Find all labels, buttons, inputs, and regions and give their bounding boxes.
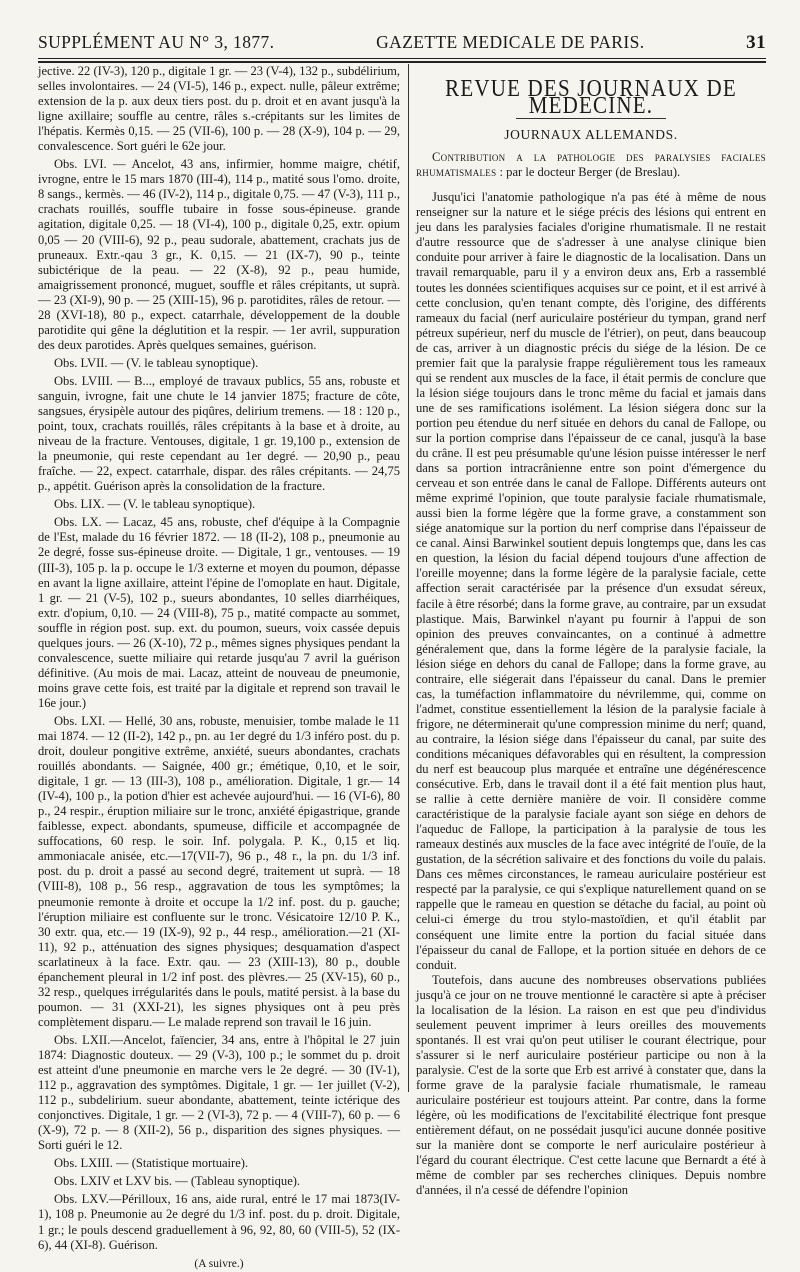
section-title: REVUE DES JOURNAUX DE MEDECINE.: [445, 73, 737, 119]
header-rule-thick: [38, 61, 766, 63]
article-title: [416, 150, 766, 180]
left-column: [38, 64, 400, 1270]
observation-lxiii: Obs. LXIII. — (Statistique mortuaire).: [54, 1156, 249, 1171]
observation-lxi: Obs. LXI. — Hellé, 30 ans, robuste, menuisier, tombe malade le 11 mai 1874. — 12 (II-2), 142 p., pn. au 1er degré du 1/3 inféro post. du p. droit, douleur pongitive extrême, anxiété, sueurs abondantes, crachats rouillés abondants. — Saignée, 400 gr.; émétique, 0,10, et le soir, digitale, 1 gr. — 13 (III-3), 108 p., amélioration. Digitale, 1 gr.— 14 (IV-4), 100 p., la potion d'hier est achevée aujourd'hui. — 16 (VI-6), 80 p., 24 respir., éruption miliaire sur le tronc, anxiété épigastrique, grande faiblesse, expect. abondants, spumeuse, difficile et accompagnée de suffocations, 60 resp. le soir. Inf. polygala. P. K., 0,15 et liq. ammoniacale anisée, etc.—17(VII-7), 96 p., 48 r., la pn. du 1/3 inf. post. du p. droit a passé au second degré, traitement ut suprà. — 18 (VIII-8), 108 p., 56 resp., aggravation de tous les symptômes; la pneumonie remonte à droite et occupe la 1/2 inf. post. du p. gauche; l'éruption miliaire est confluente sur le tronc. Vésicatoire 12/10 P. K., 30 extr. qua, etc.— 19 (IX-9), 92 p., 44 resp., amélioration.—21 (XI-11), 92 p., atténuation des signes physiques; desquamation d'aspect scarlatineux à la face. Extr. qau. — 23 (XIII-13), 80 p., double épanchement pleural in 1/2 inf post. des plèvres.— 25 (XV-15), 60 p., 32 resp., quelques irrégularités dans le pouls, matité persist. à la base du poumon. — 31 (XXI-21), les signes physiques ont à peu près complètement disparu.— Le malade reprend son travail le 16 juin.: [38, 713, 400, 1029]
page-number: 31: [746, 32, 766, 53]
paragraph-continuation: jective. 22 (IV-3), 120 p., digitale 1 gr. — 23 (V-4), 132 p., subdélirium, selles involontaires. — 24 (VI-5), 146 p., expect. nulle, pâleur extrême; extension de la p. aux deux tiers post. du p. droit et en avant jusqu'à la ligne axillaire; souffle au centre, râles s.-crépitants sur les limites de l'hépatis. Kermès 0,15. — 25 (VII-6), 100 p. — 28 (X-9), 104 p. — 29, convalescence. Sort guéri le 62e jour.: [38, 64, 400, 154]
running-header: [38, 32, 766, 56]
observation-lxv: Obs. LXV.—Périlloux, 16 ans, aide rural, entré le 17 mai 1873(IV-1), 108 p. Pneumonie au 2e degré du 1/3 inf. post. du p. droit. Digitale, 1 gr.; le pouls descend graduellement à 96, 92, 80, 60 (VIII-5), 52 (IX-6), 44 (XI-8). Guérison.: [38, 1192, 400, 1252]
observation-lx: Obs. LX. — Lacaz, 45 ans, robuste, chef d'équipe à la Compagnie de l'Est, malade du 16 février 1872. — 18 (II-2), 108 p., pneumonie au 2e degré, fosse sus-épineuse droite. — Digitale, 1 gr., ventouses. — 19 (III-3), 105 p. la p. occupe le 1/3 externe et moyen du poumon, dépasse en avant la ligne axillaire, atteint l'épine de l'omoplate en haut. Digitale, 1 gr. — 21 (V-5), 102 p., sueurs abondantes, 10 selles diarrhéiques, extr. d'opium, 0,10. — 24 (VIII-8), 75 p., matité compacte au sommet, souffle in région post. sup. ext. du poumon, sueurs, voix cassée depuis quelques jours. — 26 (X-10), 72 p., mêmes signes physiques pendant la convalescence, suette miliaire qui retarde jusqu'au 7 avril la guérison définitive. (Au mois de mai. Lacaz, atteint de nouveau de pneumonie, moins grave cette fois, est traité par la digitale et reprend son travail le 16e jour.): [38, 515, 400, 710]
article-paragraph: Jusqu'ici l'anatomie pathologique n'a pas été à même de nous renseigner sur la nature et le siége précis des lésions qui entrent en jeu dans les paralysies faciales d'origine rhumatismale. Il ne restait d'autre ressource que de s'adresser à une analyse clinique bien conduite pour arriver à faire le diagnostic de la localisation. Dans un travail remarquable, paru il y a environ deux ans, Erb a rassemblé toutes les données scientifiques acquises sur ce point, et il est arrivé à cette conclusion, qu'en tenant compte, dès l'origine, des différents rameaux du facial (nerf auriculaire postérieur du tympan, grand nerf pétreux supérieur, nerf du muscle de l'étrier), on peut, dans beaucoup de cas, arriver à un diagnostic précis du siége de la lésion. De ce premier fait que la paralysie frappe régulièrement tous les rameaux qui se rendent aux muscles de la face, il était permis de conclure que la lésion siége toujours dans le tronc même du facial et jamais dans une de ses ramifications isolément. La lésion siégera donc sur la portion peu étendue du nerf située en dehors du canal de Fallope, ou sur la portion comprise dans l'épaisseur de ce canal, jusqu'à la base du crâne. Il est peu présumable qu'une lésion puisse intéresser le nerf dans sa portion intracrânienne entre son point d'émergence du cerveau et son entrée dans le canal de Fallope. Différents auteurs ont même exprimé l'opinion, que toute paralysie faciale rhumatismale, aussi bien la forme légère que la forme grave, a constamment son siége anatomique sur la portion du nerf comprise dans l'épaisseur de ce canal. Ainsi Barwinkel soutient depuis longtemps que, dans les cas en question, la lésion du facial dépend toujours d'une affection de l'oreille moyenne; dans la forme légère de la paralysie faciale, cette affection serait caractérisée par la présence d'un exsudat séreux, facile à être résorbé; dans la forme grave, au contraire, par un exsudat plastique. Mais, Barwinkel n'ayant pu fournir à l'appui de son opinion des preuves convaincantes, on a continué à admettre généralement que, dans la forme légère de la paralysie faciale, la lésion siége en dehors du canal de Fallope; dans la forme grave, au contraire, elle siégerait dans l'épaisseur du canal. Dans le premier cas, la tuméfaction inflammatoire du névrilemme, qui, comme on l'admet, constitue essentiellement la lésion de la paralysie faciale à frigore, ne déterminerait qu'une compression minime du nerf; quand, au contraire, la lésion siége dans l'épaisseur du canal, par suite des conditions mécaniques défavorables qui en résultent, la compression du nerf est beaucoup plus marquée et entraîne une dégénérescence consécutive. Erb, dans le travail dont il a été fait mention plus haut, se rallie à cette dernière manière de voir. Il considère comme caractéristique de la paralysie faciale ayant son siége en dehors de l'aqueduc de Fallope, la participation à la paralysie de tous les rameaux destinés aux muscles de la face avec intégrité de l'ouïe, de la gustation, de la sécrétion salivaire et des fonctions du voile du palais. Dans ces mêmes circonstances, le rameau auriculaire postérieur est respecté par la paralysie, ce qui s'explique naturellement quand on se rappelle que le rameau en question se détache du facial, au point où celui-ci émerge du trou stylo-mastoïdien, et qu'il établit par conséquent une limite entre la portion du facial située dans l'épaisseur du canal de Fallope, et la portion située en dehors de ce conduit.: [416, 190, 766, 972]
observation-lviii: Obs. LVIII. — B..., employé de travaux publics, 55 ans, robuste et sanguin, ivrogne, fait une chute le 14 janvier 1875; fracture de côte, sangsues, érysipèle autour des piqûres, delirium tremens. — 18 : 120 p., point, toux, crachats rouillés, râles crépitants à la base et à droite, au niveau de la fracture. Ventouses, digitale, 1 gr. 19,100 p., extension de la pneumonie, qui reste cependant au 1er degré. — 20,90 p., peau fraîche. — 22, expect. catarrhale, dispar. des râles crépitants. — 24,75 p., appétit. Guérison après la consolidation de la fracture.: [38, 373, 400, 494]
observation-lxii: Obs. LXII.—Ancelot, faïencier, 34 ans, entre à l'hôpital le 27 juin 1874: Diagnostic douteux. — 29 (V-3), 100 p.; le sommet du p. droit est atteint d'une pneumonie en marche vers le 2e degré. — 30 (IV-1), 112 p., aggravation des symptômes. Digitale, 1 gr. — 1er juillet (V-2), 112 p., subdelirium. sueur abondante, abattement, teinte ictérique des conjonctives. Digitale, 1 gr. — 2 (VI-3), 72 p. — 4 (VIII-7), 60 p. — 6 (X-9), 72 p. — 8 (XII-2), 56 p., disparition des signes physiques. — Sorti guéri le 12.: [38, 1032, 400, 1153]
article-paragraph: Toutefois, dans aucune des nombreuses observations publiées jusqu'à ce jour on ne trouve mentionné le caractère si apte à préciser la localisation de la lésion. La raison en est que peu d'individus seulement peuvent imprimer à leurs oreilles des mouvements spontanés. Il est vrai qu'on peut utiliser le courant électrique, pour s'assurer si le nerf auriculaire postérieur participe ou non à la paralysie. C'est de la sorte que Erb est arrivé à constater que, dans la forme grave de la paralysie faciale rhumatismale, le rameau auriculaire postérieur est toujours atteint. Par contre, dans la forme légère, où les modifications de l'excitabilité électrique font presque entièrement défaut, on ne possédait jusqu'ici aucune donnée positive sur la manière dont se comporte le nerf auriculaire postérieur à l'égard du courant électrique. C'est cette lacune que Bernardt a été à même de combler par ses recherches cliniques. Depuis nombre d'années, il n'a cessé de défendre l'opinion: [416, 972, 766, 1198]
observation-lxiv-lxv-bis: Obs. LXIV et LXV bis. — (Tableau synoptique).: [54, 1174, 301, 1189]
observation-lvi: Obs. LVI. — Ancelot, 43 ans, infirmier, homme maigre, chétif, ivrogne, entre le 15 mars 1870 (III-4), 114 p., matité sous l'omo. droite, 8 sangs., kermès. — 46 (IV-2), 114 p., digitale 0,75. — 47 (V-3), 111 p., crachats rouillés, souffle tubaire in fosse sous-épineuse. grande agitation, digitale 0,25. — 18 (VI-4), 100 p., digitale 0,25, extr. opium 0,05 — 20 (VIII-6), 92 p., peau sudorale, abattement, crachats jus de pruneaux. Extr.-qau 3 gr., K. 0,15. — 21 (IX-7), 90 p., teinte subictérique de la peau. — 22 (X-8), 92 p., peau humide, amaigrissement prononcé, muguet, souffle et râles crépitants, ut suprà. — 23 (XI-9), 90 p. — 25 (XIII-15), 96 p. parotidites, râles de retour. — 28 (XVI-18), 80 p., expect. catarrhale, développement de la double parotidite qui gêne la déglutition et la respir. — 1er avril, suppuration des deux parotides. Après quelques semaines, guérison.: [38, 157, 400, 352]
right-column: [416, 64, 766, 1198]
section-subtitle: JOURNAUX ALLEMANDS.: [504, 127, 678, 143]
article-title-author: : par le docteur Berger (de Breslau).: [496, 165, 681, 180]
to-be-continued: (A suivre.): [194, 1257, 244, 1270]
header-supplement: SUPPLÉMENT AU N° 3, 1877.: [38, 32, 275, 52]
header-journal-title: GAZETTE MEDICALE DE PARIS.: [376, 32, 645, 52]
observation-lvii: Obs. LVII. — (V. le tableau synoptique).: [54, 355, 259, 370]
header-rule: [38, 58, 766, 59]
observation-lix: Obs. LIX. — (V. le tableau synoptique).: [54, 497, 256, 512]
column-divider: [408, 64, 409, 1092]
article-title-prefix: Contribution a la pathologie des paralysies faciales rhumatismales: [416, 150, 766, 180]
